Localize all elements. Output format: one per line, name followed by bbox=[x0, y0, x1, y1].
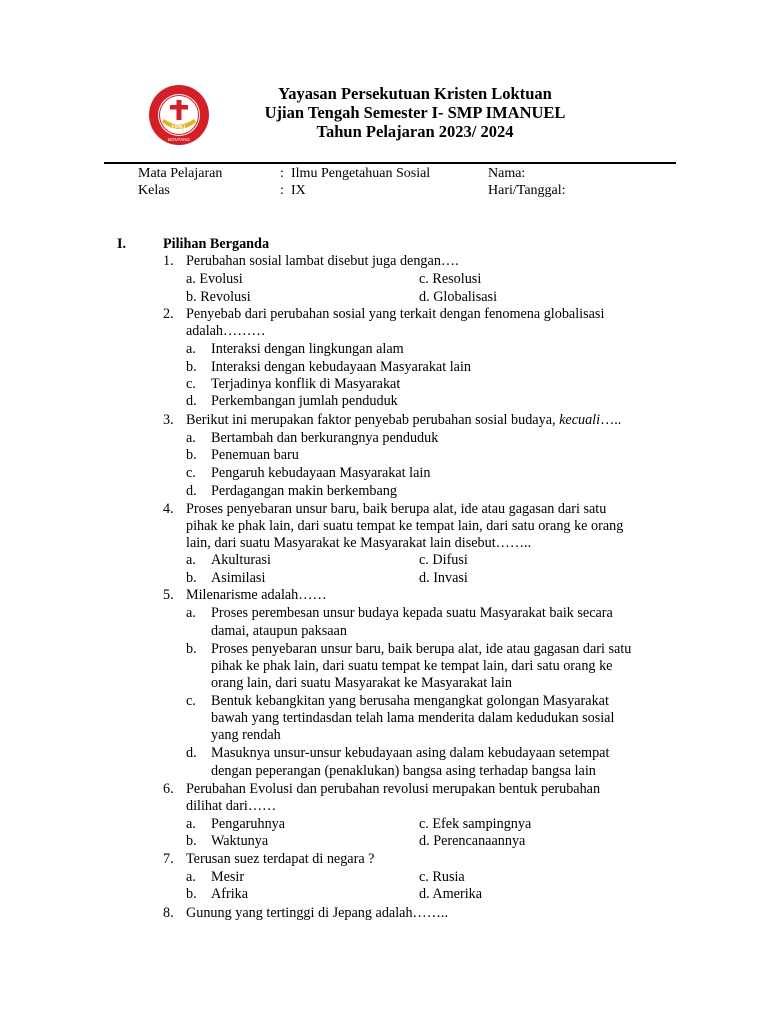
option-label: c. bbox=[186, 693, 196, 709]
option-d: Masuknya unsur-unsur kebudayaan asing dalam kebudayaan setempat bbox=[211, 745, 610, 761]
option-b: Waktunya bbox=[211, 833, 269, 849]
question-text: Milenarisme adalah…… bbox=[186, 587, 327, 603]
question-text: lain, dari suatu Masyarakat ke Masyarakat lain disebut…….. bbox=[186, 535, 532, 551]
question-emphasis: kecuali bbox=[559, 412, 601, 428]
option-c: c. Difusi bbox=[419, 552, 468, 568]
option-b: Penemuan baru bbox=[211, 447, 299, 463]
subject-label: Mata Pelajaran bbox=[138, 166, 223, 181]
question-text: Berikut ini merupakan faktor penyebab perubahan sosial budaya, kecuali….. bbox=[186, 412, 622, 428]
question-text: Proses penyebaran unsur baru, baik berupa alat, ide atau gagasan dari satu bbox=[186, 501, 607, 517]
school-year: Tahun Pelajaran 2023/ 2024 bbox=[316, 122, 514, 141]
option-b: Interaksi dengan kebudayaan Masyarakat lain bbox=[211, 359, 471, 375]
question-text: Gunung yang tertinggi di Jepang adalah…….. bbox=[186, 905, 449, 921]
question-text: Perubahan sosial lambat disebut juga dengan…. bbox=[186, 253, 459, 269]
question-number: 6. bbox=[163, 781, 174, 797]
option-b: Proses penyebaran unsur baru, baik berupa alat, ide atau gagasan dari satu bbox=[211, 641, 632, 657]
option-label: a. bbox=[186, 552, 196, 568]
option-label: a. bbox=[186, 430, 196, 446]
subject-value: Ilmu Pengetahuan Sosial bbox=[291, 166, 431, 181]
option-label: a. bbox=[186, 341, 196, 357]
option-a: Akulturasi bbox=[211, 552, 271, 568]
option-label: b. bbox=[186, 359, 197, 375]
question-text: dilihat dari…… bbox=[186, 798, 277, 814]
option-d: d. Perencanaannya bbox=[419, 833, 526, 849]
colon: : bbox=[280, 166, 284, 181]
exam-title: Ujian Tengah Semester I- SMP IMANUEL bbox=[264, 103, 566, 122]
document-header bbox=[0, 84, 768, 141]
option-b: pihak ke phak lain, dari suatu tempat ke tempat lain, dari satu orang ke bbox=[211, 658, 613, 674]
option-d: dengan peperangan (penaklukan) bangsa asing terhadap bangsa lain bbox=[211, 763, 596, 779]
option-a: damai, ataupun paksaan bbox=[211, 623, 347, 639]
option-d: d. Globalisasi bbox=[419, 289, 498, 305]
class-value: IX bbox=[291, 183, 306, 198]
option-label: d. bbox=[186, 393, 197, 409]
option-label: d. bbox=[186, 745, 197, 761]
option-c: bawah yang tertindasdan telah lama menderita dalam kedudukan sosial bbox=[211, 710, 615, 726]
class-label: Kelas bbox=[138, 183, 170, 198]
option-b: orang lain, dari suatu Masyarakat ke Masyarakat lain bbox=[211, 675, 512, 691]
header-divider bbox=[104, 162, 676, 164]
option-d: Perdagangan makin berkembang bbox=[211, 483, 397, 499]
foundation-name: Yayasan Persekutuan Kristen Loktuan bbox=[278, 84, 552, 103]
option-label: b. bbox=[186, 447, 197, 463]
option-c: Pengaruh kebudayaan Masyarakat lain bbox=[211, 465, 431, 481]
option-c: Terjadinya konflik di Masyarakat bbox=[211, 376, 401, 392]
option-d: d. Amerika bbox=[419, 886, 483, 902]
option-label: a. bbox=[186, 816, 196, 832]
option-a: a. Evolusi bbox=[186, 271, 243, 287]
question-number: 1. bbox=[163, 253, 174, 269]
option-a: Pengaruhnya bbox=[211, 816, 286, 832]
colon: : bbox=[280, 183, 284, 198]
question-text: Penyebab dari perubahan sosial yang terkait dengan fenomena globalisasi bbox=[186, 306, 605, 322]
question-text: Perubahan Evolusi dan perubahan revolusi merupakan bentuk perubahan bbox=[186, 781, 601, 797]
option-label: b. bbox=[186, 833, 197, 849]
option-b: Afrika bbox=[211, 886, 249, 902]
question-text: Terusan suez terdapat di negara ? bbox=[186, 851, 375, 867]
option-c: c. Resolusi bbox=[419, 271, 482, 287]
option-label: a. bbox=[186, 605, 196, 621]
option-a: Mesir bbox=[211, 869, 245, 885]
section-title: Pilihan Berganda bbox=[163, 236, 270, 252]
svg-text:YPKL: YPKL bbox=[170, 125, 188, 131]
option-a: Bertambah dan berkurangnya penduduk bbox=[211, 430, 439, 446]
option-a: Interaksi dengan lingkungan alam bbox=[211, 341, 404, 357]
option-label: a. bbox=[186, 869, 196, 885]
option-label: b. bbox=[186, 570, 197, 586]
option-c: Bentuk kebangkitan yang berusaha mengangkat golongan Masyarakat bbox=[211, 693, 609, 709]
option-a: Proses perembesan unsur budaya kepada suatu Masyarakat baik secara bbox=[211, 605, 613, 621]
option-label: b. bbox=[186, 886, 197, 902]
name-label: Nama: bbox=[488, 166, 526, 181]
question-number: 5. bbox=[163, 587, 174, 603]
question-number: 4. bbox=[163, 501, 174, 517]
option-label: b. bbox=[186, 641, 197, 657]
option-c: yang rendah bbox=[211, 727, 281, 743]
question-text: adalah……… bbox=[186, 323, 266, 339]
option-label: c. bbox=[186, 465, 196, 481]
date-label: Hari/Tanggal: bbox=[488, 183, 566, 198]
option-d: Perkembangan jumlah penduduk bbox=[211, 393, 398, 409]
question-number: 7. bbox=[163, 851, 174, 867]
option-b: Asimilasi bbox=[211, 570, 266, 586]
question-number: 2. bbox=[163, 306, 174, 322]
question-number: 8. bbox=[163, 905, 174, 921]
option-label: d. bbox=[186, 483, 197, 499]
svg-text:BONTANG: BONTANG bbox=[168, 137, 190, 142]
option-d: d. Invasi bbox=[419, 570, 468, 586]
option-label: c. bbox=[186, 376, 196, 392]
question-number: 3. bbox=[163, 412, 174, 428]
section-number: I. bbox=[117, 236, 127, 252]
option-c: c. Efek sampingnya bbox=[419, 816, 532, 832]
option-c: c. Rusia bbox=[419, 869, 465, 885]
question-text: pihak ke phak lain, dari suatu tempat ke tempat lain, dari satu orang ke orang bbox=[186, 518, 624, 534]
option-b: b. Revolusi bbox=[186, 289, 251, 305]
